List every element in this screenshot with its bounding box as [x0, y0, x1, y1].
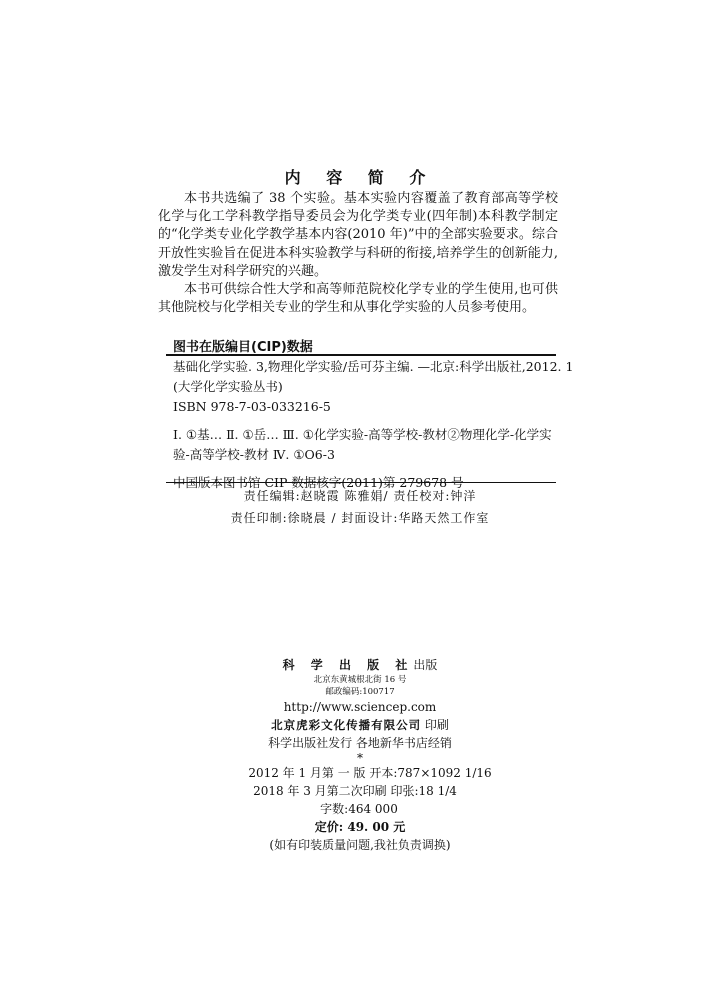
word-count: 字数:464 000 — [320, 802, 398, 816]
summary-paragraph: 本书共选编了 38 个实验。基本实验内容覆盖了教育部高等学校化学与化工学科教学指导委员会为化学类专业(四年制)本科教学制定的“化学类专业化学教学基本内容(2010 年)”中的全部实验要求。综合开放性实验旨在促进本科实验教学与科研的衔接,培养学生的创新能力,激发学生对科学研究的兴趣。 — [158, 191, 558, 279]
printer-name: 北京虎彩文化传播有限公司 — [271, 718, 422, 732]
credits-production: 责任印制:徐晓晨 / 封面设计:华路天然工作室 — [230, 511, 490, 525]
publisher-block — [0, 656, 720, 854]
cip-series-line: (大学化学实验丛书) — [173, 379, 283, 394]
cip-title-line: 基础化学实验. 3,物理化学实验/岳可芬主编. —北京:科学出版社,2012. 1 — [173, 359, 574, 374]
separator-star: * — [357, 751, 363, 765]
publisher-url: http://www.sciencep.com — [283, 700, 437, 714]
printer-suffix: 印刷 — [424, 718, 449, 732]
edition-info: 2012 年 1 月第 一 版 开本:787×1092 1/16 — [248, 766, 492, 780]
book-summary — [158, 190, 558, 317]
publisher-postcode: 邮政编码:100717 — [325, 687, 395, 697]
summary-paragraph: 本书可供综合性大学和高等师范院校化学专业的学生使用,也可供其他院校与化学相关专业的学生和从事化学实验的人员参考使用。 — [158, 282, 558, 316]
cip-bottom-rule — [166, 482, 556, 483]
credits-editors: 责任编辑:赵晓霞 陈雅娟/ 责任校对:钟洋 — [243, 489, 477, 503]
cip-isbn-line: ISBN 978-7-03-033216-5 — [173, 399, 331, 414]
cip-record-number: 中国版本图书馆 CIP 数据核字(2011)第 279678 号 — [173, 475, 464, 490]
distribution: 科学出版社发行 各地新华书店经销 — [268, 736, 452, 750]
publisher-suffix: 出版 — [413, 658, 438, 672]
price-label: 定价: — [314, 820, 344, 834]
quality-notice: (如有印装质量问题,我社负责调换) — [269, 838, 451, 852]
reprint-info: 2018 年 3 月第二次印刷 印张:18 1/4 — [253, 784, 457, 798]
publisher-address: 北京东黄城根北街 16 号 — [313, 675, 407, 685]
cip-classification: Ⅰ. ①基… Ⅱ. ①岳… Ⅲ. ①化学实验-高等学校-教材②物理化学-化学实验-高等学校-教材 Ⅳ. ①O6-3 — [173, 427, 552, 462]
page-title: 内 容 简 介 — [284, 168, 436, 187]
cip-top-rule — [166, 354, 556, 356]
price-value: 49. 00 元 — [347, 820, 406, 834]
cip-heading: 图书在版编目(CIP)数据 — [173, 340, 313, 355]
cip-block — [173, 357, 574, 493]
credits — [0, 485, 720, 529]
publisher-name: 科 学 出 版 社 — [282, 658, 414, 672]
